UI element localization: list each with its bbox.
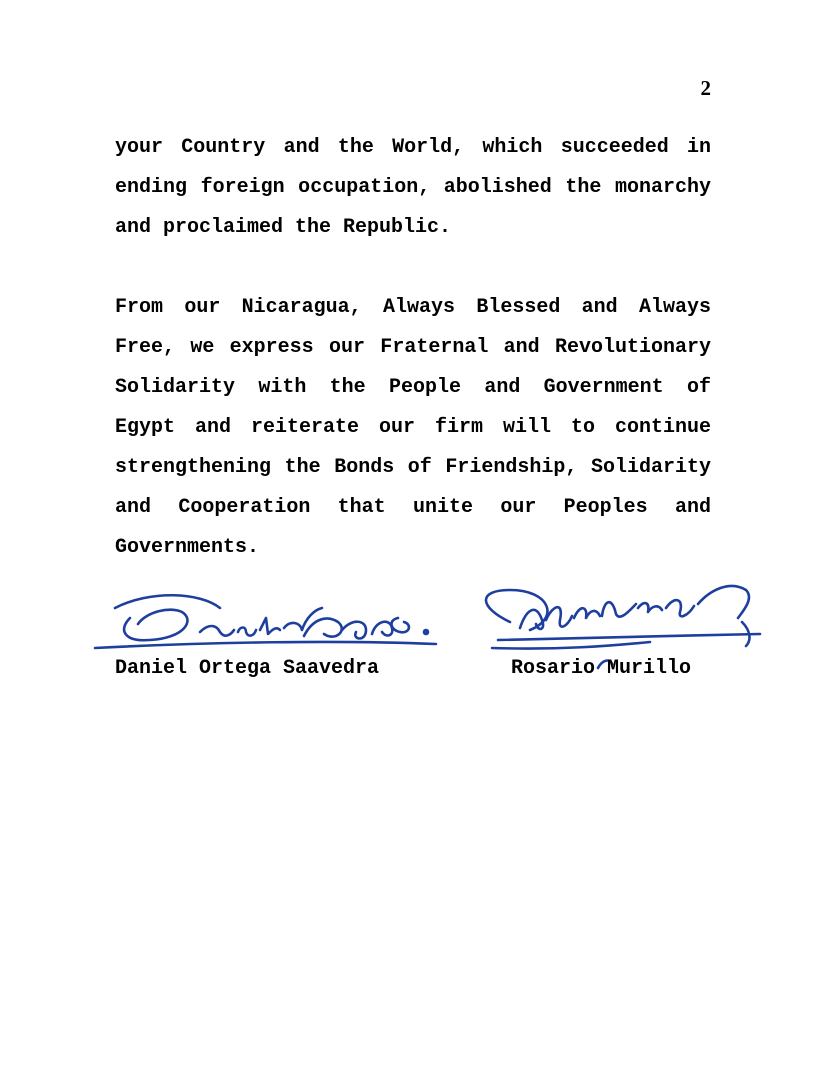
signatures-drawing xyxy=(90,560,780,670)
signer-name-rosario-murillo: Rosario Murillo xyxy=(511,657,692,680)
signature-daniel-ortega xyxy=(95,595,436,648)
signature-block xyxy=(90,560,780,690)
paragraph-2: From our Nicaragua, Always Blessed and Always Free, we express our Fraternal and Revolutionary Solidarity with the People and Government of Egypt and reiterate our firm will to continue strengthening the Bonds of Friendship, Solidarity and Cooperation that unite our Peoples and Governments. xyxy=(115,296,711,559)
signer-name-daniel-ortega: Daniel Ortega Saavedra xyxy=(115,657,380,680)
paragraph-1: your Country and the World, which succeeded in ending foreign occupation, abolished the monarchy and proclaimed the Republic. xyxy=(115,136,711,239)
signature-rosario-murillo xyxy=(486,586,760,668)
page-number: 2 xyxy=(700,76,711,100)
letter-body xyxy=(115,128,711,568)
